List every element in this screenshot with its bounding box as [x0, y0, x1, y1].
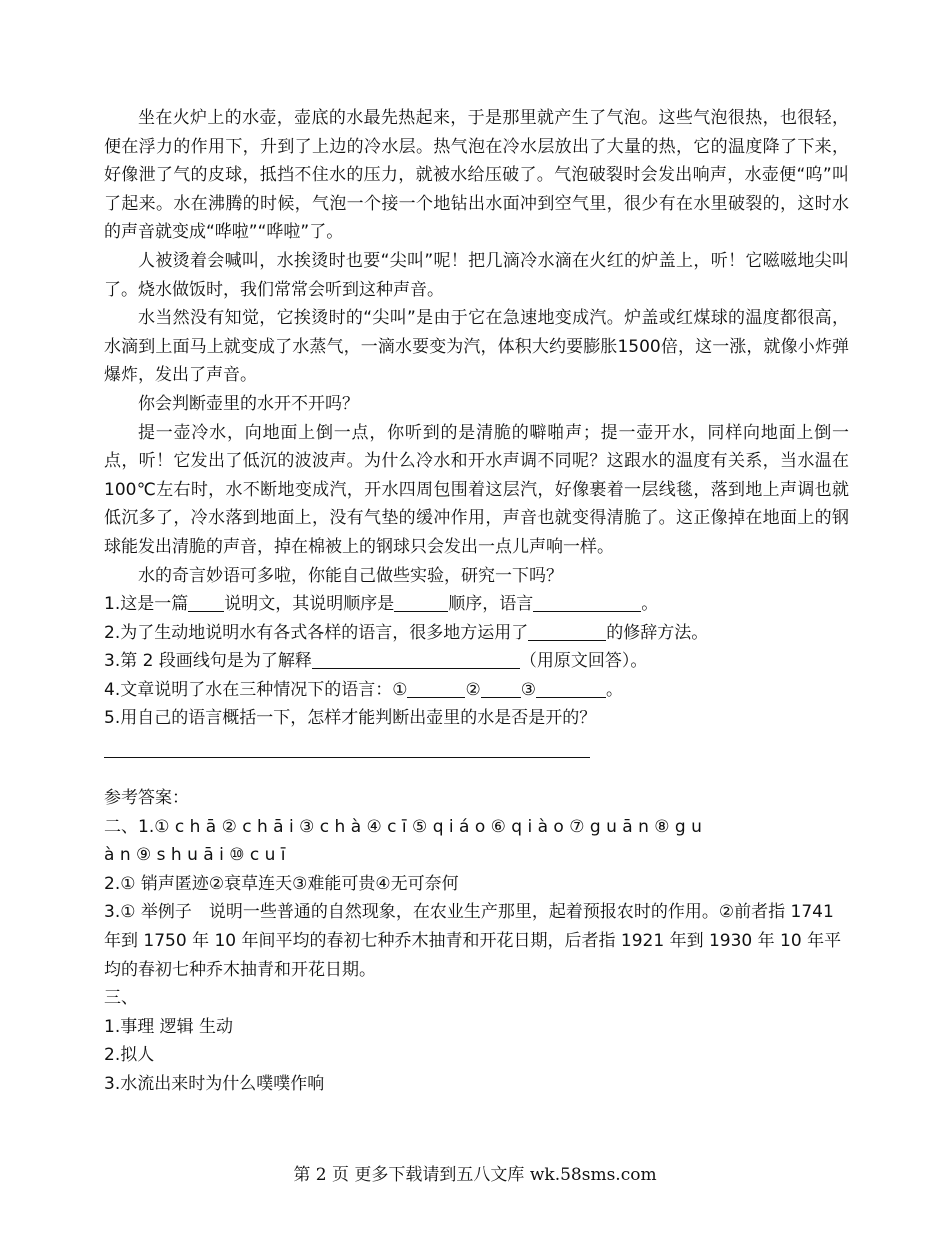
question-3 — [104, 647, 849, 676]
question-4-text-d: 。 — [605, 679, 623, 700]
answer-3-3: 3.水流出来时为什么噗噗作响 — [104, 1074, 325, 1094]
document-body — [104, 104, 849, 1099]
answer-blank[interactable] — [528, 622, 606, 641]
question-1-text-a: 1.这是一篇 — [104, 594, 189, 615]
page-footer: 第 2 页 更多下载请到五八文库 wk.58sms.com — [293, 1165, 657, 1185]
answer-3-1: 1.事理 逻辑 生动 — [104, 1016, 234, 1037]
passage-paragraph-3: 水当然没有知觉，它挨烫时的“尖叫”是由于它在急速地变成汽。炉盖或红煤球的温度都很高，水滴到上面马上就变成了水蒸气，一滴水要变为汽，体积大约要膨胀1500倍，这一涨，就像小炸弹爆炸，发出了声音。 — [104, 308, 849, 386]
question-4 — [104, 676, 849, 705]
answer-line[interactable] — [104, 735, 590, 758]
question-2-text-a: 2.为了生动地说明水有各式各样的语言，很多地方运用了 — [104, 622, 529, 643]
passage-paragraph-4: 你会判断壶里的水开不开吗？ — [138, 393, 359, 414]
answer-blank[interactable] — [536, 679, 606, 698]
answer-blank[interactable] — [407, 679, 465, 698]
question-3-text-a: 3.第 2 段画线句是为了解释 — [104, 651, 312, 672]
passage-paragraph-2: 人被烫着会喊叫，水挨烫时也要“尖叫”呢！把几滴冷水滴在火红的炉盖上，听！它嗞嗞地尖叫了。烧水做饭时，我们常常会听到这种声音。 — [104, 250, 849, 300]
question-3-text-b: （用原文回答）。 — [519, 651, 648, 672]
question-5: 5.用自己的语言概括一下，怎样才能判断出壶里的水是否是开的？ — [104, 708, 597, 729]
answer-blank[interactable] — [188, 593, 224, 612]
question-1 — [104, 590, 849, 619]
question-1-text-c: 顺序，语言 — [448, 594, 534, 615]
question-2 — [104, 619, 849, 648]
answer-blank[interactable] — [533, 593, 641, 612]
question-4-text-c: ③ — [520, 679, 536, 700]
answer-section-3-title: 三、 — [104, 988, 138, 1009]
answer-blank[interactable] — [312, 650, 520, 669]
answer-2-1-line-1: 二、1.① c h ā ② c h ā i ③ c h à ④ c ī ⑤ q i á o ⑥ q i à o ⑦ g u ā n ⑧ g u — [104, 816, 702, 837]
passage-paragraph-1: 坐在火炉上的水壶，壶底的水最先热起来，于是那里就产生了气泡。这些气泡很热，也很轻，便在浮力的作用下，升到了上边的冷水层。热气泡在冷水层放出了大量的热，它的温度降了下来，好像泄了气的皮球，抵挡不住水的压力，就被水给压破了。气泡破裂时会发出响声，水壶便“呜”叫了起来。水在沸腾的时候，气泡一个接一个地钻出水面冲到空气里，很少有在水里破裂的，这时水的声音就变成“哗啦”“哗啦”了。 — [104, 108, 849, 243]
passage-paragraph-6: 水的奇言妙语可多啦，你能自己做些实验，研究一下吗？ — [138, 565, 563, 586]
answer-blank[interactable] — [481, 679, 521, 698]
passage-paragraph-5: 提一壶冷水，向地面上倒一点，你听到的是清脆的噼啪声；提一壶开水，同样向地面上倒一点，听！它发出了低沉的波波声。为什么冷水和开水声调不同呢？这跟水的温度有关系，当水温在100℃左右时，水不断地变成汽，开水四周包围着这层汽，好像裹着一层线毯，落到地上声调也就低沉多了，冷水落到地面上，没有气垫的缓冲作用，声音也就变得清脆了。这正像掉在地面上的钢球能发出清脆的声音，掉在棉被上的钢球只会发出一点儿声响一样。 — [104, 422, 849, 557]
question-4-text-a: 4.文章说明了水在三种情况下的语言：① — [104, 679, 408, 700]
question-1-text-b: 说明文，其说明顺序是 — [224, 594, 395, 615]
question-1-text-d: 。 — [641, 594, 659, 615]
question-2-text-b: 的修辞方法。 — [606, 622, 709, 643]
answer-2-2: 2.① 销声匿迹②衰草连天③难能可贵④无可奈何 — [104, 873, 459, 894]
answer-2-3: 3.① 举例子 说明一些普通的自然现象，在农业生产那里，起着预报农时的作用。②前者指 1741 年到 1750 年 10 年间平均的春初七种乔木抽青和开花日期，后者指 1921 年到 1930 年 10 年平均的春初七种乔木抽青和开花日期。 — [104, 902, 842, 980]
answer-2-1-line-2: à n ⑨ s h u ā i ⑩ c u ī — [104, 845, 286, 866]
question-4-text-b: ② — [465, 679, 481, 700]
answers-title: 参考答案： — [104, 788, 189, 809]
answer-blank[interactable] — [394, 593, 448, 612]
answer-3-2: 2.拟人 — [104, 1045, 155, 1066]
